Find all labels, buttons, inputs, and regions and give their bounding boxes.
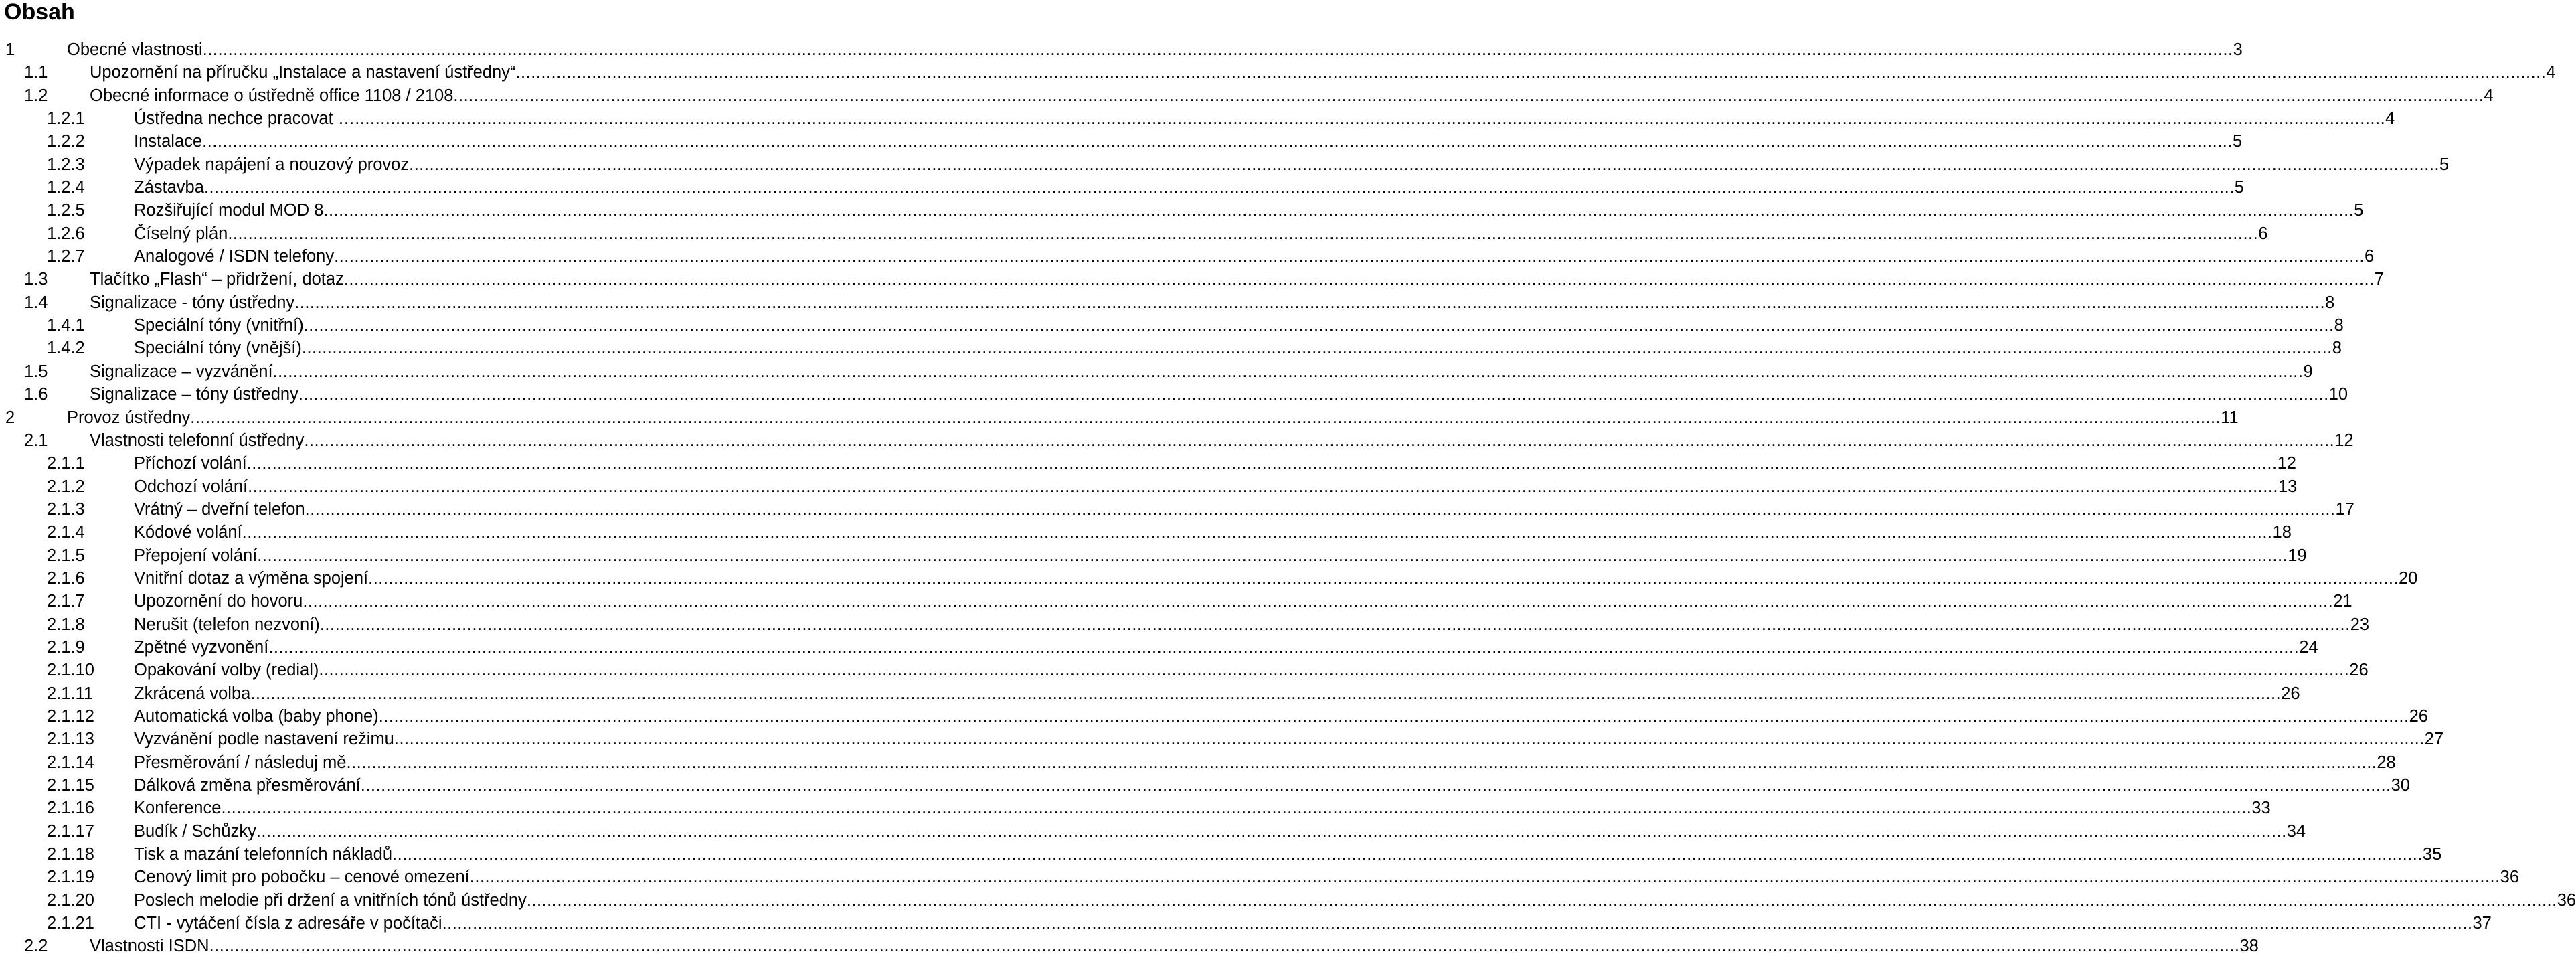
dot-leader: ................................................................................................................................................................................................................................................................................................................................................................................................................ <box>334 247 2365 266</box>
toc-entry[interactable] <box>0 452 2296 475</box>
toc-entry-number: 1.5 <box>24 362 48 381</box>
dot-leader: ................................................................................................................................................................................................................................................................................................................................................................................................................ <box>250 684 2282 703</box>
dot-leader: ................................................................................................................................................................................................................................................................................................................................................................................................................ <box>228 224 2259 243</box>
toc-entry-line <box>134 728 2444 750</box>
toc-entry-title: Provoz ústředny <box>67 408 191 427</box>
toc-entry-line <box>90 291 2335 314</box>
toc-entry-number: 2.1.18 <box>47 845 94 864</box>
dot-leader: ................................................................................................................................................................................................................................................................................................................................................................................................................ <box>304 430 2335 450</box>
toc-entry-title: Tlačítko „Flash“ – přidržení, dotaz <box>90 270 344 289</box>
toc-entry-page: 36 <box>2500 868 2520 887</box>
toc-entry[interactable] <box>0 360 2313 383</box>
dot-leader: ................................................................................................................................................................................................................................................................................................................................................................................................................ <box>319 615 2350 634</box>
toc-entry-title: Příchozí volání <box>134 454 247 473</box>
toc-entry-number: 2.1.16 <box>47 799 94 818</box>
toc-entry-number: 2.1.8 <box>47 615 85 634</box>
toc-entry-number: 1.2.2 <box>47 132 85 151</box>
toc-entry-line <box>134 521 2292 544</box>
toc-entry-line <box>134 797 2271 819</box>
dot-leader: ................................................................................................................................................................................................................................................................................................................................................................................................................ <box>392 845 2423 864</box>
toc-entry-number: 2 <box>5 408 15 427</box>
toc-entry-number: 2.1.19 <box>47 868 94 887</box>
toc-entry-line <box>134 107 2395 130</box>
toc-entry[interactable] <box>0 889 2576 912</box>
toc-entry[interactable] <box>0 843 2442 866</box>
toc-entry-page: 8 <box>2332 339 2342 358</box>
dot-leader: ................................................................................................................................................................................................................................................................................................................................................................................................................ <box>246 454 2278 473</box>
toc-entry-number: 1.6 <box>24 385 48 404</box>
toc-entry[interactable] <box>0 291 2335 314</box>
toc-entry-number: 2.1.12 <box>47 706 94 726</box>
toc-entry-page: 33 <box>2251 799 2271 818</box>
toc-entry-line <box>134 636 2318 659</box>
toc-entry-page: 28 <box>2377 752 2396 772</box>
toc-entry[interactable] <box>0 866 2520 888</box>
toc-entry-page: 6 <box>2258 224 2268 243</box>
toc-entry-number: 2.1 <box>24 430 48 450</box>
toc-entry-number: 1 <box>5 40 15 59</box>
toc-entry-line <box>134 866 2520 888</box>
toc-entry[interactable] <box>0 935 2259 957</box>
toc-entry-line <box>67 406 2239 429</box>
toc-entry-title: Vlastnosti ISDN <box>90 937 209 956</box>
toc-entry-page: 27 <box>2424 730 2444 749</box>
toc-entry[interactable] <box>0 613 2370 636</box>
toc-entry[interactable] <box>0 728 2444 750</box>
dot-leader: ................................................................................................................................................................................................................................................................................................................................................................................................................ <box>272 362 2304 381</box>
dot-leader: ................................................................................................................................................................................................................................................................................................................................................................................................................ <box>368 568 2399 588</box>
dot-leader: ................................................................................................................................................................................................................................................................................................................................................................................................................ <box>202 40 2233 59</box>
toc-entry[interactable] <box>0 659 2369 682</box>
toc-entry-number: 2.1.6 <box>47 568 85 588</box>
toc-entry-number: 2.1.15 <box>47 776 94 795</box>
toc-entry-title: Opakování volby (redial) <box>134 661 319 680</box>
toc-entry-page: 13 <box>2278 477 2298 496</box>
toc-entry-title: Konference <box>134 799 222 818</box>
toc-entry-page: 24 <box>2299 637 2318 657</box>
toc-entry-title: Instalace <box>134 132 203 151</box>
dot-leader: ................................................................................................................................................................................................................................................................................................................................................................................................................ <box>378 706 2409 726</box>
toc-entry-page: 8 <box>2325 293 2335 312</box>
toc-entry[interactable] <box>0 153 2450 176</box>
toc-entry-page: 12 <box>2277 454 2296 473</box>
dot-leader: ................................................................................................................................................................................................................................................................................................................................................................................................................ <box>526 890 2557 910</box>
toc-entry-title: Rozšiřující modul MOD 8 <box>134 201 324 220</box>
toc-entry-page: 5 <box>2232 132 2243 151</box>
toc-entry-title: Číselný plán <box>134 224 228 243</box>
toc-entry-page: 35 <box>2422 845 2442 864</box>
toc-entry[interactable] <box>0 751 2396 774</box>
toc-entry-number: 2.1.5 <box>47 546 85 565</box>
toc-entry-line <box>134 820 2306 843</box>
toc-entry-page: 18 <box>2272 523 2292 542</box>
toc-entry-page: 23 <box>2350 615 2370 634</box>
toc-entry-number: 2.1.17 <box>47 821 94 841</box>
toc-entry-title: Budík / Schůzky <box>134 821 256 841</box>
toc-entry-title: Kódové volání <box>134 523 242 542</box>
toc-entry-title: Výpadek napájení a nouzový provoz <box>134 155 410 174</box>
toc-entry[interactable] <box>0 130 2243 153</box>
dot-leader: ................................................................................................................................................................................................................................................................................................................................................................................................................ <box>355 109 2386 129</box>
toc-entry-title: Vrátný – dveřní telefon <box>134 499 305 519</box>
toc-entry-page: 17 <box>2335 499 2354 519</box>
dot-leader: ................................................................................................................................................................................................................................................................................................................................................................................................................ <box>256 821 2287 841</box>
toc-entry-title: Ústředna nechce pracovat … <box>134 109 355 129</box>
toc-entry-number: 1.2.7 <box>47 247 85 266</box>
toc-entry[interactable] <box>0 475 2298 498</box>
dot-leader: ................................................................................................................................................................................................................................................................................................................................................................................................................ <box>453 86 2484 105</box>
toc-entry-line <box>134 153 2450 176</box>
toc-entry-page: 37 <box>2472 914 2492 933</box>
dot-leader: ................................................................................................................................................................................................................................................................................................................................................................................................................ <box>346 752 2377 772</box>
toc-entry-line <box>134 222 2268 245</box>
toc-entry-number: 2.2 <box>24 937 48 956</box>
toc-entry-title: Obecné informace o ústředně office 1108 / 2108 <box>90 86 454 105</box>
toc-entry-title: Speciální tóny (vnitřní) <box>134 316 304 335</box>
toc-entry-title: Dálková změna přesměrování <box>134 776 361 795</box>
toc-entry-line <box>134 613 2370 636</box>
toc-entry[interactable] <box>0 636 2318 659</box>
toc-entry-line <box>134 843 2442 866</box>
dot-leader: ................................................................................................................................................................................................................................................................................................................................................................................................................ <box>268 637 2300 657</box>
toc-entry-line <box>90 429 2354 452</box>
toc-entry[interactable] <box>0 820 2306 843</box>
toc-entry-line <box>90 268 2384 291</box>
toc-entry-line <box>134 498 2354 521</box>
toc-entry-number: 2.1.21 <box>47 914 94 933</box>
dot-leader: ................................................................................................................................................................................................................................................................................................................................................................................................................ <box>323 201 2354 220</box>
toc-entry-line <box>67 38 2243 61</box>
toc-entry-page: 4 <box>2385 109 2395 129</box>
dot-leader: ................................................................................................................................................................................................................................................................................................................................................................................................................ <box>442 914 2473 933</box>
toc-entry-title: Zkrácená volba <box>134 684 251 703</box>
table-of-contents <box>0 38 2576 958</box>
toc-entry[interactable] <box>0 337 2342 360</box>
toc-entry-line <box>134 176 2244 199</box>
toc-entry[interactable] <box>0 544 2307 567</box>
toc-entry-line <box>134 245 2375 268</box>
toc-entry-number: 1.1 <box>24 63 48 82</box>
toc-entry[interactable] <box>0 521 2292 544</box>
dot-leader: ................................................................................................................................................................................................................................................................................................................................................................................................................ <box>257 546 2288 565</box>
toc-entry-number: 1.2.1 <box>47 109 85 129</box>
dot-leader: ................................................................................................................................................................................................................................................................................................................................................................................................................ <box>203 178 2235 197</box>
dot-leader: ................................................................................................................................................................................................................................................................................................................................................................................................................ <box>394 730 2425 749</box>
toc-entry-page: 26 <box>2281 684 2300 703</box>
toc-entry-page: 6 <box>2364 247 2375 266</box>
dot-leader: ................................................................................................................................................................................................................................................................................................................................................................................................................ <box>242 523 2273 542</box>
toc-entry-line <box>134 475 2298 498</box>
dot-leader: ................................................................................................................................................................................................................................................................................................................................................................................................................ <box>305 499 2336 519</box>
toc-entry-title: Vlastnosti telefonní ústředny <box>90 430 305 450</box>
toc-entry-number: 2.1.7 <box>47 592 85 611</box>
toc-entry-title: Tisk a mazání telefonních nákladů <box>134 845 393 864</box>
toc-entry-page: 30 <box>2391 776 2410 795</box>
dot-leader: ................................................................................................................................................................................................................................................................................................................................................................................................................ <box>360 776 2391 795</box>
toc-entry-title: Signalizace – tóny ústředny <box>90 385 298 404</box>
toc-entry-number: 2.1.11 <box>47 684 94 703</box>
toc-entry-title: Zpětné vyzvonění <box>134 637 269 657</box>
dot-leader: ................................................................................................................................................................................................................................................................................................................................................................................................................ <box>301 339 2332 358</box>
toc-entry-title: Speciální tóny (vnější) <box>134 339 302 358</box>
dot-leader: ................................................................................................................................................................................................................................................................................................................................................................................................................ <box>221 799 2252 818</box>
toc-entry-title: Nerušit (telefon nezvoní) <box>134 615 320 634</box>
toc-entry-number: 2.1.3 <box>47 499 85 519</box>
toc-entry[interactable] <box>0 107 2395 130</box>
dot-leader: ................................................................................................................................................................................................................................................................................................................................................................................................................ <box>303 316 2334 335</box>
toc-entry-line <box>90 360 2313 383</box>
toc-entry-line <box>90 84 2494 107</box>
dot-leader: ................................................................................................................................................................................................................................................................................................................................................................................................................ <box>294 293 2326 312</box>
toc-entry-line <box>134 130 2243 153</box>
toc-entry-line <box>134 590 2352 613</box>
toc-entry-number: 1.2.3 <box>47 155 85 174</box>
toc-entry-number: 1.3 <box>24 270 48 289</box>
dot-leader: ................................................................................................................................................................................................................................................................................................................................................................................................................ <box>298 385 2329 404</box>
toc-entry-line <box>134 544 2307 567</box>
dot-leader: ................................................................................................................................................................................................................................................................................................................................................................................................................ <box>190 408 2221 427</box>
toc-entry-page: 26 <box>2349 661 2369 680</box>
toc-entry-line <box>134 912 2492 935</box>
toc-entry[interactable] <box>0 498 2354 521</box>
toc-entry-page: 36 <box>2557 890 2576 910</box>
toc-entry-number: 2.1.13 <box>47 730 94 749</box>
toc-entry-page: 4 <box>2484 86 2494 105</box>
page-title: Obsah <box>4 0 75 25</box>
toc-entry-number: 2.1.9 <box>47 637 85 657</box>
toc-entry-line <box>134 774 2410 797</box>
toc-entry[interactable] <box>0 590 2352 613</box>
toc-entry-title: Cenový limit pro pobočku – cenové omezení <box>134 868 470 887</box>
toc-entry[interactable] <box>0 912 2492 935</box>
toc-entry-number: 1.2.5 <box>47 201 85 220</box>
toc-entry-page: 19 <box>2288 546 2307 565</box>
dot-leader: ................................................................................................................................................................................................................................................................................................................................................................................................................ <box>209 937 2240 956</box>
toc-entry-page: 26 <box>2409 706 2428 726</box>
toc-entry-line <box>134 452 2296 475</box>
toc-entry-title: Přesměrování / následuj mě <box>134 752 347 772</box>
toc-entry-title: Analogové / ISDN telefony <box>134 247 335 266</box>
toc-entry-title: Upozornění na příručku „Instalace a nastavení ústředny“ <box>90 63 516 82</box>
toc-entry-page: 3 <box>2233 40 2243 59</box>
toc-entry-page: 4 <box>2546 63 2556 82</box>
toc-entry[interactable] <box>0 383 2348 406</box>
toc-entry[interactable] <box>0 268 2384 291</box>
toc-entry-line <box>134 889 2576 912</box>
toc-entry-page: 11 <box>2221 408 2239 427</box>
dot-leader: ................................................................................................................................................................................................................................................................................................................................................................................................................ <box>409 155 2440 174</box>
dot-leader: ................................................................................................................................................................................................................................................................................................................................................................................................................ <box>202 132 2233 151</box>
toc-entry[interactable] <box>0 176 2244 199</box>
toc-entry-number: 1.2 <box>24 86 48 105</box>
toc-entry-page: 5 <box>2439 155 2450 174</box>
toc-entry-line <box>134 751 2396 774</box>
toc-entry-number: 2.1.10 <box>47 661 94 680</box>
toc-entry-title: Odchozí volání <box>134 477 248 496</box>
toc-entry-title: Poslech melodie při držení a vnitřních tónů ústředny <box>134 890 527 910</box>
toc-entry-number: 1.2.4 <box>47 178 85 197</box>
toc-entry-line <box>134 682 2300 705</box>
toc-entry-page: 5 <box>2234 178 2244 197</box>
toc-entry[interactable] <box>0 797 2271 819</box>
toc-entry-title: Signalizace - tóny ústředny <box>90 293 295 312</box>
toc-entry-number: 2.1.20 <box>47 890 94 910</box>
toc-entry-line <box>134 659 2369 682</box>
toc-entry-title: Upozornění do hovoru <box>134 592 303 611</box>
toc-entry-page: 10 <box>2328 385 2348 404</box>
toc-entry[interactable] <box>0 222 2268 245</box>
toc-entry[interactable] <box>0 314 2344 337</box>
toc-entry-line <box>134 199 2364 222</box>
toc-entry-line <box>90 935 2259 957</box>
toc-entry[interactable] <box>0 406 2239 429</box>
toc-entry-number: 1.4.2 <box>47 339 85 358</box>
dot-leader: ................................................................................................................................................................................................................................................................................................................................................................................................................ <box>303 592 2334 611</box>
toc-entry-line <box>134 337 2342 360</box>
toc-entry-title: Vnitřní dotaz a výměna spojení <box>134 568 369 588</box>
dot-leader: ................................................................................................................................................................................................................................................................................................................................................................................................................ <box>248 477 2278 496</box>
toc-entry-number: 1.4 <box>24 293 48 312</box>
toc-entry[interactable] <box>0 774 2410 797</box>
dot-leader: ................................................................................................................................................................................................................................................................................................................................................................................................................ <box>469 868 2500 887</box>
toc-entry-page: 7 <box>2374 270 2384 289</box>
dot-leader: ................................................................................................................................................................................................................................................................................................................................................................................................................ <box>319 661 2350 680</box>
toc-entry-page: 21 <box>2333 592 2352 611</box>
toc-entry-number: 2.1.2 <box>47 477 85 496</box>
toc-entry[interactable] <box>0 61 2556 84</box>
toc-entry-number: 1.4.1 <box>47 316 85 335</box>
toc-entry[interactable] <box>0 567 2418 590</box>
toc-entry-title: Automatická volba (baby phone) <box>134 706 379 726</box>
toc-entry-number: 2.1.4 <box>47 523 85 542</box>
toc-entry[interactable] <box>0 245 2375 268</box>
toc-entry-page: 38 <box>2239 937 2259 956</box>
toc-entry[interactable] <box>0 199 2364 222</box>
toc-entry[interactable] <box>0 682 2300 705</box>
toc-entry-title: Vyzvánění podle nastavení režimu <box>134 730 394 749</box>
toc-entry-line <box>134 567 2418 590</box>
toc-entry-line <box>134 314 2344 337</box>
toc-entry[interactable] <box>0 429 2354 452</box>
toc-entry-page: 5 <box>2354 201 2364 220</box>
dot-leader: ................................................................................................................................................................................................................................................................................................................................................................................................................ <box>343 270 2375 289</box>
toc-entry-number: 2.1.14 <box>47 752 94 772</box>
toc-entry[interactable] <box>0 705 2428 728</box>
toc-entry-line <box>90 383 2348 406</box>
toc-entry[interactable] <box>0 84 2494 107</box>
toc-entry-title: Přepojení volání <box>134 546 258 565</box>
toc-entry-page: 9 <box>2303 362 2313 381</box>
toc-entry-page: 12 <box>2334 430 2354 450</box>
toc-entry-number: 2.1.1 <box>47 454 85 473</box>
toc-entry-line <box>134 705 2428 728</box>
toc-entry-title: Obecné vlastnosti <box>67 40 203 59</box>
toc-entry-page: 20 <box>2399 568 2418 588</box>
toc-entry-title: CTI - vytáčení čísla z adresáře v počítači <box>134 914 442 933</box>
toc-entry-page: 8 <box>2334 316 2344 335</box>
toc-entry[interactable] <box>0 38 2243 61</box>
toc-entry-page: 34 <box>2286 821 2306 841</box>
toc-entry-number: 1.2.6 <box>47 224 85 243</box>
toc-entry-title: Zástavba <box>134 178 204 197</box>
dot-leader: ................................................................................................................................................................................................................................................................................................................................................................................................................ <box>515 63 2547 82</box>
toc-entry-line <box>90 61 2556 84</box>
toc-entry-title: Signalizace – vyzvánění <box>90 362 273 381</box>
